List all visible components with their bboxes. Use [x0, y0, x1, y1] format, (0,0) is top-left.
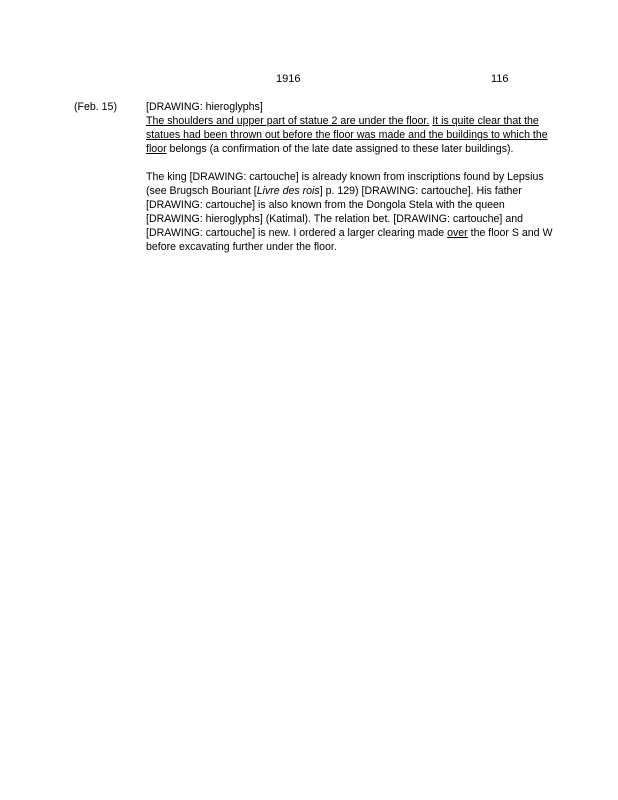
underlined-text: It is quite clear that the statues had been thrown out before the floor was made and the buildings to which the	[146, 115, 548, 141]
underlined-text: over	[447, 227, 468, 239]
underlined-text: floor	[146, 143, 167, 155]
page-number: 116	[491, 73, 509, 85]
italic-title: Livre des rois	[256, 185, 320, 197]
text-span: belongs (a confirmation of the late date assigned to these later buildings).	[166, 143, 514, 155]
drawing-placeholder-line: [DRAWING: hieroglyphs]	[146, 101, 263, 113]
page-year: 1916	[276, 73, 301, 85]
paragraph-1	[146, 114, 556, 156]
text-span: the floor S and W before excavating further under the floor.	[146, 227, 553, 253]
paragraph-2	[146, 170, 556, 254]
entry-body	[146, 100, 556, 254]
text-span: ] p. 129) [DRAWING: cartouche]. His father [DRAWING: cartouche] is also known from the Dongola Stela with the queen [DRAWING: hieroglyphs] (Katimal). The relation bet. [DRAWING: cartouche] and [DRAWING: cartouche] is new. I ordered a larger clearing made	[146, 185, 523, 239]
entry-date: (Feb. 15)	[74, 101, 117, 113]
underlined-text: The shoulders and upper part of statue 2 are under the floor.	[146, 115, 430, 127]
text-span: The king [DRAWING: cartouche] is already known from inscriptions found by Lepsius (see Brugsch Bouriant [	[146, 171, 544, 197]
